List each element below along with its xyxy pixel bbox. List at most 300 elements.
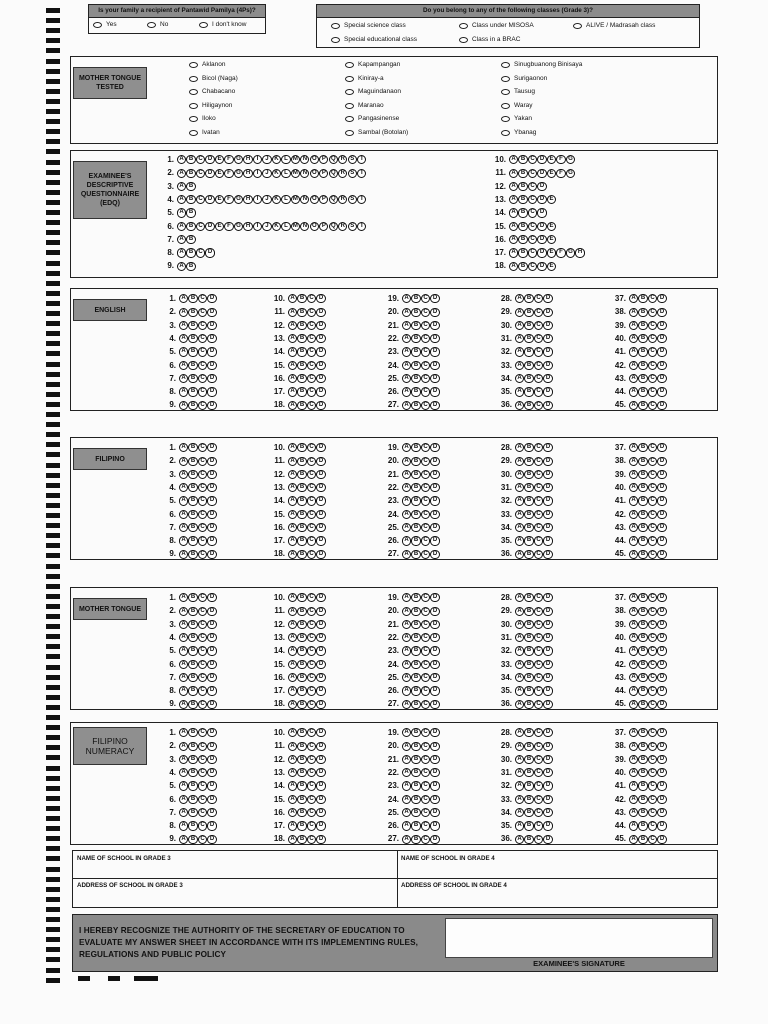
answer-bubble[interactable]: D — [543, 457, 552, 466]
answer-bubble[interactable]: D — [316, 387, 325, 396]
answer-bubble[interactable]: C — [648, 755, 657, 764]
answer-bubble[interactable]: A — [515, 620, 524, 629]
answer-bubble[interactable]: D — [430, 308, 439, 317]
answer-bubble[interactable]: A — [288, 523, 297, 532]
answer-bubble[interactable]: B — [297, 768, 306, 777]
answer-bubble[interactable]: A — [288, 835, 297, 844]
answer-bubble[interactable]: A — [179, 347, 188, 356]
answer-bubble[interactable]: A — [288, 633, 297, 642]
answer-bubble[interactable]: D — [316, 470, 325, 479]
answer-bubble[interactable]: B — [297, 633, 306, 642]
answer-bubble[interactable]: D — [207, 633, 216, 642]
answer-bubble[interactable]: B — [186, 155, 195, 164]
answer-bubble[interactable]: D — [657, 294, 666, 303]
answer-bubble[interactable]: B — [524, 443, 533, 452]
answer-bubble[interactable]: A — [515, 321, 524, 330]
mother-tongue-option[interactable]: Sambal (Botolan) — [345, 129, 408, 138]
answer-bubble[interactable]: D — [430, 401, 439, 410]
answer-bubble[interactable]: C — [421, 646, 430, 655]
answer-bubble[interactable]: D — [543, 401, 552, 410]
answer-bubble[interactable]: B — [524, 374, 533, 383]
answer-bubble[interactable]: A — [515, 308, 524, 317]
answer-bubble[interactable]: C — [648, 700, 657, 709]
answer-bubble[interactable]: B — [524, 483, 533, 492]
answer-bubble[interactable]: B — [297, 755, 306, 764]
answer-bubble[interactable]: B — [411, 673, 420, 682]
answer-bubble[interactable]: A — [515, 660, 524, 669]
answer-bubble[interactable]: A — [402, 660, 411, 669]
answer-bubble[interactable]: B — [297, 457, 306, 466]
answer-bubble[interactable]: A — [629, 593, 638, 602]
answer-bubble[interactable]: T — [357, 155, 366, 164]
answer-bubble[interactable]: B — [638, 443, 647, 452]
answer-bubble[interactable]: F — [224, 169, 233, 178]
answer-bubble[interactable]: C — [534, 821, 543, 830]
answer-bubble[interactable]: C — [528, 169, 537, 178]
answer-bubble[interactable]: C — [307, 673, 316, 682]
answer-bubble[interactable]: B — [518, 222, 527, 231]
answer-bubble[interactable]: N — [300, 155, 309, 164]
answer-bubble[interactable]: D — [207, 443, 216, 452]
answer-bubble[interactable]: A — [402, 742, 411, 751]
answer-bubble[interactable]: D — [430, 483, 439, 492]
answer-bubble[interactable]: B — [524, 593, 533, 602]
answer-bubble[interactable]: C — [307, 374, 316, 383]
answer-bubble[interactable]: C — [196, 222, 205, 231]
answer-bubble[interactable]: C — [648, 821, 657, 830]
answer-bubble[interactable]: A — [288, 673, 297, 682]
answer-bubble[interactable]: A — [515, 496, 524, 505]
answer-bubble[interactable]: A — [179, 401, 188, 410]
answer-bubble[interactable]: C — [307, 646, 316, 655]
answer-bubble[interactable]: D — [316, 742, 325, 751]
answer-bubble[interactable]: A — [515, 795, 524, 804]
answer-bubble[interactable]: D — [537, 262, 546, 271]
answer-bubble[interactable]: B — [524, 700, 533, 709]
answer-bubble[interactable]: A — [515, 387, 524, 396]
answer-bubble[interactable]: D — [207, 781, 216, 790]
answer-bubble[interactable]: A — [402, 334, 411, 343]
answer-bubble[interactable]: D — [657, 835, 666, 844]
answer-bubble[interactable]: A — [288, 686, 297, 695]
answer-bubble[interactable]: A — [515, 510, 524, 519]
answer-bubble[interactable]: D — [207, 835, 216, 844]
answer-bubble[interactable]: R — [338, 195, 347, 204]
answer-bubble[interactable]: D — [207, 673, 216, 682]
answer-bubble[interactable]: A — [402, 593, 411, 602]
answer-bubble[interactable]: C — [528, 222, 537, 231]
answer-bubble[interactable]: B — [411, 401, 420, 410]
answer-bubble[interactable]: C — [307, 620, 316, 629]
answer-bubble[interactable]: B — [518, 195, 527, 204]
answer-bubble[interactable]: A — [179, 742, 188, 751]
answer-bubble[interactable]: A — [179, 334, 188, 343]
answer-bubble[interactable]: A — [509, 222, 518, 231]
answer-bubble[interactable]: B — [186, 169, 195, 178]
answer-bubble[interactable]: G — [566, 169, 575, 178]
answer-bubble[interactable]: A — [509, 208, 518, 217]
answer-bubble[interactable]: B — [638, 835, 647, 844]
answer-bubble[interactable]: C — [198, 536, 207, 545]
answer-bubble[interactable]: D — [207, 308, 216, 317]
answer-bubble[interactable]: A — [402, 633, 411, 642]
answer-bubble[interactable]: C — [198, 728, 207, 737]
answer-bubble[interactable]: D — [543, 510, 552, 519]
answer-bubble[interactable]: D — [430, 686, 439, 695]
answer-bubble[interactable]: D — [207, 821, 216, 830]
answer-bubble[interactable]: A — [177, 248, 186, 257]
answer-bubble[interactable]: B — [188, 334, 197, 343]
answer-bubble[interactable]: C — [421, 821, 430, 830]
answer-bubble[interactable]: B — [297, 700, 306, 709]
answer-bubble[interactable]: C — [198, 321, 207, 330]
answer-bubble[interactable]: A — [515, 361, 524, 370]
answer-bubble[interactable]: B — [524, 334, 533, 343]
answer-bubble[interactable]: C — [307, 768, 316, 777]
answer-bubble[interactable]: B — [524, 496, 533, 505]
answer-bubble[interactable]: A — [515, 294, 524, 303]
answer-bubble[interactable]: D — [537, 248, 546, 257]
answer-bubble[interactable]: D — [657, 457, 666, 466]
answer-bubble[interactable]: C — [534, 308, 543, 317]
answer-bubble[interactable]: A — [515, 457, 524, 466]
answer-bubble[interactable]: D — [430, 523, 439, 532]
answer-bubble[interactable]: B — [297, 483, 306, 492]
answer-bubble[interactable]: A — [288, 387, 297, 396]
answer-bubble[interactable]: C — [648, 457, 657, 466]
answer-bubble[interactable]: C — [648, 308, 657, 317]
answer-bubble[interactable]: A — [402, 457, 411, 466]
answer-bubble[interactable]: A — [179, 728, 188, 737]
answer-bubble[interactable]: B — [297, 470, 306, 479]
answer-bubble[interactable]: D — [657, 510, 666, 519]
answer-bubble[interactable]: A — [509, 262, 518, 271]
answer-bubble[interactable]: D — [207, 755, 216, 764]
answer-bubble[interactable]: D — [657, 401, 666, 410]
answer-bubble[interactable]: B — [297, 347, 306, 356]
answer-bubble[interactable]: D — [205, 169, 214, 178]
answer-bubble[interactable]: B — [524, 523, 533, 532]
answer-bubble[interactable]: C — [648, 387, 657, 396]
answer-bubble[interactable]: C — [648, 607, 657, 616]
answer-bubble[interactable]: C — [198, 821, 207, 830]
answer-bubble[interactable]: B — [524, 686, 533, 695]
answer-bubble[interactable]: A — [288, 660, 297, 669]
mother-tongue-option[interactable]: Yakan — [501, 115, 532, 124]
answer-bubble[interactable]: B — [638, 673, 647, 682]
answer-bubble[interactable]: B — [297, 620, 306, 629]
answer-bubble[interactable]: B — [188, 673, 197, 682]
answer-bubble[interactable]: B — [411, 808, 420, 817]
answer-bubble[interactable]: C — [307, 633, 316, 642]
answer-bubble[interactable]: A — [402, 321, 411, 330]
answer-bubble[interactable]: D — [543, 607, 552, 616]
answer-bubble[interactable]: D — [205, 155, 214, 164]
answer-bubble[interactable]: B — [297, 334, 306, 343]
answer-bubble[interactable]: D — [657, 620, 666, 629]
answer-bubble[interactable]: D — [316, 768, 325, 777]
answer-bubble[interactable]: B — [297, 387, 306, 396]
answer-bubble[interactable]: C — [528, 262, 537, 271]
answer-bubble[interactable]: A — [629, 620, 638, 629]
answer-bubble[interactable]: B — [411, 308, 420, 317]
answer-bubble[interactable]: C — [648, 660, 657, 669]
answer-bubble[interactable]: A — [402, 673, 411, 682]
answer-bubble[interactable]: A — [515, 646, 524, 655]
answer-bubble[interactable]: C — [421, 673, 430, 682]
answer-bubble[interactable]: B — [638, 457, 647, 466]
answer-bubble[interactable]: C — [307, 742, 316, 751]
answer-bubble[interactable]: B — [524, 294, 533, 303]
answer-bubble[interactable]: B — [188, 483, 197, 492]
answer-bubble[interactable]: A — [629, 457, 638, 466]
answer-bubble[interactable]: D — [207, 457, 216, 466]
answer-bubble[interactable]: C — [198, 443, 207, 452]
answer-bubble[interactable]: D — [430, 334, 439, 343]
answer-bubble[interactable]: D — [543, 374, 552, 383]
answer-bubble[interactable]: A — [179, 768, 188, 777]
answer-bubble[interactable]: F — [224, 155, 233, 164]
answer-bubble[interactable]: C — [421, 536, 430, 545]
answer-bubble[interactable]: D — [430, 768, 439, 777]
answer-bubble[interactable]: C — [648, 536, 657, 545]
answer-bubble[interactable]: A — [629, 808, 638, 817]
answer-bubble[interactable]: C — [307, 755, 316, 764]
answer-bubble[interactable]: D — [543, 821, 552, 830]
answer-bubble[interactable]: G — [566, 155, 575, 164]
answer-bubble[interactable]: D — [657, 374, 666, 383]
answer-bubble[interactable]: C — [534, 483, 543, 492]
class-option-special-science[interactable]: Special science class — [331, 22, 406, 31]
answer-bubble[interactable]: C — [421, 443, 430, 452]
answer-bubble[interactable]: D — [657, 443, 666, 452]
answer-bubble[interactable]: C — [648, 633, 657, 642]
class-option-misosa[interactable]: Class under MISOSA — [459, 22, 534, 31]
answer-bubble[interactable]: C — [421, 470, 430, 479]
answer-bubble[interactable]: L — [281, 155, 290, 164]
answer-bubble[interactable]: A — [629, 334, 638, 343]
answer-bubble[interactable]: A — [288, 483, 297, 492]
answer-bubble[interactable]: B — [524, 620, 533, 629]
answer-bubble[interactable]: D — [537, 235, 546, 244]
answer-bubble[interactable]: C — [307, 294, 316, 303]
answer-bubble[interactable]: C — [421, 633, 430, 642]
answer-bubble[interactable]: A — [288, 334, 297, 343]
answer-bubble[interactable]: D — [543, 496, 552, 505]
answer-bubble[interactable]: C — [648, 768, 657, 777]
answer-bubble[interactable]: D — [316, 821, 325, 830]
answer-bubble[interactable]: A — [288, 443, 297, 452]
answer-bubble[interactable]: E — [547, 235, 556, 244]
answer-bubble[interactable]: C — [307, 808, 316, 817]
answer-bubble[interactable]: B — [638, 633, 647, 642]
answer-bubble[interactable]: C — [534, 401, 543, 410]
answer-bubble[interactable]: C — [528, 195, 537, 204]
answer-bubble[interactable]: B — [411, 781, 420, 790]
answer-bubble[interactable]: C — [198, 470, 207, 479]
answer-bubble[interactable]: D — [657, 607, 666, 616]
answer-bubble[interactable]: A — [288, 457, 297, 466]
answer-bubble[interactable]: A — [179, 607, 188, 616]
answer-bubble[interactable]: B — [188, 700, 197, 709]
answer-bubble[interactable]: C — [648, 742, 657, 751]
answer-bubble[interactable]: J — [262, 155, 271, 164]
answer-bubble[interactable]: A — [179, 483, 188, 492]
answer-bubble[interactable]: C — [198, 496, 207, 505]
answer-bubble[interactable]: D — [205, 222, 214, 231]
answer-bubble[interactable]: C — [198, 334, 207, 343]
answer-bubble[interactable]: A — [288, 781, 297, 790]
answer-bubble[interactable]: J — [262, 169, 271, 178]
answer-bubble[interactable]: B — [638, 593, 647, 602]
answer-bubble[interactable]: D — [316, 755, 325, 764]
answer-bubble[interactable]: A — [629, 781, 638, 790]
answer-bubble[interactable]: C — [421, 387, 430, 396]
answer-bubble[interactable]: B — [524, 808, 533, 817]
answer-bubble[interactable]: C — [534, 321, 543, 330]
answer-bubble[interactable]: I — [253, 222, 262, 231]
answer-bubble[interactable]: A — [629, 374, 638, 383]
answer-bubble[interactable]: B — [188, 321, 197, 330]
answer-bubble[interactable]: B — [411, 755, 420, 764]
answer-bubble[interactable]: A — [629, 673, 638, 682]
answer-bubble[interactable]: B — [297, 374, 306, 383]
answer-bubble[interactable]: M — [291, 195, 300, 204]
answer-bubble[interactable]: D — [657, 821, 666, 830]
answer-bubble[interactable]: D — [316, 808, 325, 817]
answer-bubble[interactable]: B — [638, 294, 647, 303]
mother-tongue-option[interactable]: Bicol (Naga) — [189, 75, 238, 84]
answer-bubble[interactable]: A — [629, 361, 638, 370]
answer-bubble[interactable]: C — [307, 361, 316, 370]
answer-bubble[interactable]: A — [288, 401, 297, 410]
answer-bubble[interactable]: C — [307, 387, 316, 396]
answer-bubble[interactable]: B — [188, 646, 197, 655]
answer-bubble[interactable]: E — [547, 248, 556, 257]
answer-bubble[interactable]: A — [179, 808, 188, 817]
answer-bubble[interactable]: D — [316, 347, 325, 356]
mother-tongue-option[interactable]: Pangasinense — [345, 115, 399, 124]
answer-bubble[interactable]: D — [207, 294, 216, 303]
answer-bubble[interactable]: D — [543, 620, 552, 629]
answer-bubble[interactable]: C — [198, 374, 207, 383]
answer-bubble[interactable]: D — [657, 308, 666, 317]
answer-bubble[interactable]: B — [297, 593, 306, 602]
answer-bubble[interactable]: C — [648, 523, 657, 532]
mother-tongue-option[interactable]: Iloko — [189, 115, 216, 124]
answer-bubble[interactable]: G — [566, 248, 575, 257]
answer-bubble[interactable]: C — [648, 550, 657, 559]
answer-bubble[interactable]: B — [297, 607, 306, 616]
answer-bubble[interactable]: D — [207, 334, 216, 343]
answer-bubble[interactable]: C — [198, 795, 207, 804]
answer-bubble[interactable]: D — [657, 781, 666, 790]
answer-bubble[interactable]: B — [186, 182, 195, 191]
answer-bubble[interactable]: C — [534, 781, 543, 790]
answer-bubble[interactable]: B — [524, 308, 533, 317]
answer-bubble[interactable]: A — [288, 700, 297, 709]
answer-bubble[interactable]: B — [186, 248, 195, 257]
answer-bubble[interactable]: A — [509, 155, 518, 164]
answer-bubble[interactable]: B — [638, 686, 647, 695]
answer-bubble[interactable]: C — [421, 742, 430, 751]
answer-bubble[interactable]: D — [430, 700, 439, 709]
answer-bubble[interactable]: C — [421, 496, 430, 505]
answer-bubble[interactable]: C — [648, 334, 657, 343]
answer-bubble[interactable]: A — [402, 347, 411, 356]
answer-bubble[interactable]: C — [421, 334, 430, 343]
answer-bubble[interactable]: C — [648, 781, 657, 790]
answer-bubble[interactable]: A — [177, 262, 186, 271]
answer-bubble[interactable]: B — [188, 308, 197, 317]
answer-bubble[interactable]: C — [421, 808, 430, 817]
answer-bubble[interactable]: C — [421, 374, 430, 383]
answer-bubble[interactable]: B — [188, 496, 197, 505]
answer-bubble[interactable]: P — [319, 155, 328, 164]
answer-bubble[interactable]: D — [207, 550, 216, 559]
answer-bubble[interactable]: C — [198, 294, 207, 303]
answer-bubble[interactable]: A — [179, 673, 188, 682]
answer-bubble[interactable]: D — [543, 728, 552, 737]
answer-bubble[interactable]: A — [402, 536, 411, 545]
answer-bubble[interactable]: A — [179, 593, 188, 602]
answer-bubble[interactable]: D — [316, 308, 325, 317]
answer-bubble[interactable]: A — [402, 510, 411, 519]
answer-bubble[interactable]: C — [307, 470, 316, 479]
answer-bubble[interactable]: A — [509, 169, 518, 178]
answer-bubble[interactable]: B — [297, 660, 306, 669]
answer-bubble[interactable]: C — [421, 523, 430, 532]
answer-bubble[interactable]: C — [528, 182, 537, 191]
answer-bubble[interactable]: I — [253, 195, 262, 204]
answer-bubble[interactable]: D — [207, 496, 216, 505]
answer-bubble[interactable]: C — [421, 401, 430, 410]
answer-bubble[interactable]: D — [537, 169, 546, 178]
answer-bubble[interactable]: D — [316, 510, 325, 519]
answer-bubble[interactable]: A — [515, 768, 524, 777]
answer-bubble[interactable]: B — [411, 321, 420, 330]
mother-tongue-option[interactable]: Tausug — [501, 88, 535, 97]
answer-bubble[interactable]: A — [629, 523, 638, 532]
answer-bubble[interactable]: C — [198, 401, 207, 410]
answer-bubble[interactable]: A — [515, 742, 524, 751]
answer-bubble[interactable]: D — [543, 755, 552, 764]
answer-bubble[interactable]: B — [411, 821, 420, 830]
answer-bubble[interactable]: B — [638, 334, 647, 343]
answer-bubble[interactable]: C — [307, 401, 316, 410]
answer-bubble[interactable]: A — [179, 536, 188, 545]
answer-bubble[interactable]: B — [186, 208, 195, 217]
answer-bubble[interactable]: B — [411, 387, 420, 396]
answer-bubble[interactable]: A — [402, 387, 411, 396]
answer-bubble[interactable]: B — [188, 808, 197, 817]
answer-bubble[interactable]: D — [657, 660, 666, 669]
answer-bubble[interactable]: D — [543, 781, 552, 790]
answer-bubble[interactable]: D — [657, 768, 666, 777]
answer-bubble[interactable]: A — [402, 620, 411, 629]
answer-bubble[interactable]: A — [288, 808, 297, 817]
answer-bubble[interactable]: B — [297, 808, 306, 817]
answer-bubble[interactable]: C — [307, 821, 316, 830]
answer-bubble[interactable]: G — [234, 222, 243, 231]
answer-bubble[interactable]: A — [179, 755, 188, 764]
answer-bubble[interactable]: C — [648, 673, 657, 682]
mother-tongue-option[interactable]: Sinugbuanong Binisaya — [501, 61, 582, 70]
answer-bubble[interactable]: D — [430, 361, 439, 370]
answer-bubble[interactable]: A — [179, 387, 188, 396]
answer-bubble[interactable]: B — [638, 620, 647, 629]
answer-bubble[interactable]: B — [186, 262, 195, 271]
